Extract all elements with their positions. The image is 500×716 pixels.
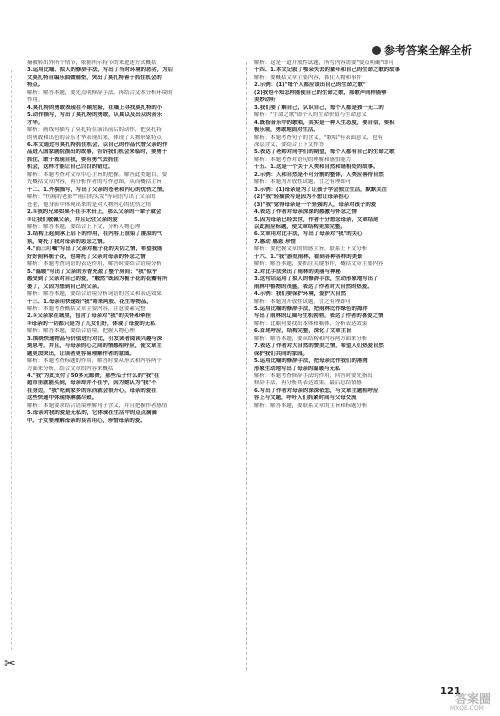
answer-line: 5.运用比喻的修辞手法，把母亲比作我们的港湾 xyxy=(254,358,368,365)
answer-line: 极乐观，勇敢地面对生活。 xyxy=(254,127,319,134)
answer-line: 解析：本题考查对语句的理解和感悟能力 xyxy=(254,156,352,163)
answer-line: 6.文章用对比手法，写出了母亲对"我"的关心 xyxy=(254,231,363,238)
answer-line: 3.示例：(1)母亲是为了让孩子学会独立生活，默默关注 xyxy=(254,186,388,193)
answer-line: 4."我"为此支付了50多元邮费，那些瓜子什么的"我"在 xyxy=(27,373,160,380)
answer-line: 解析：本题考查修辞手法的作用，回答时要先指出 xyxy=(254,373,373,380)
answer-line: 方面来分析，结合文章的内容来概括 xyxy=(27,365,114,372)
answer-line: 中。子女要理解母亲的良苦用心，珍惜母亲的爱。 xyxy=(27,417,146,424)
answer-line: 特点。 xyxy=(27,82,44,89)
answer-line: 解析：比喻句要找出本体和喻体，分析表达效果 xyxy=(254,320,368,327)
answer-line: 4.示例：我们要保护环境，爱护大自然 xyxy=(254,291,347,298)
bullet-icon xyxy=(372,46,381,55)
answer-line: 解析：解答本题，要结合上下文，分析人物心理 xyxy=(27,223,141,230)
answer-line: (2)我也不知怎样能使自己的生命之歌，那歌声同样能够 xyxy=(254,89,387,96)
answer-line: 机会，这样才能让自己白白的错过。 xyxy=(27,164,114,171)
answer-line: 深层含义，要结合上下文作答 xyxy=(254,141,325,148)
answer-line: 萎了，又因为想到自己的父亲。 xyxy=(27,283,103,290)
answer-line: 解析：解答本题，要结合语境，把握人物心理 xyxy=(27,328,135,335)
answer-line: (3)"我"觉得母亲是一个坚强的人，母亲对孩子的爱 xyxy=(254,201,377,208)
answer-line: 3.我们要了解自己，认识自己，每个人都是独一无二的 xyxy=(254,104,384,111)
header-title xyxy=(372,42,472,58)
answer-line: 解析：本题为开放性试题，言之有理即可 xyxy=(254,298,352,305)
answer-line: 4.莫扎特的勇敢表现在不顾危险，在墙上寻找莫扎特的小 xyxy=(27,104,163,111)
right-column xyxy=(254,60,476,410)
answer-line: 形象生动地写出了母亲的温暖与无私 xyxy=(254,365,341,372)
answer-line: 2.示例：人和自然是不可分割的整体，人类应善待自然 xyxy=(254,171,384,178)
answer-line: (2)"我"轻描淡写是因为不想让母亲担心 xyxy=(254,194,350,201)
answer-line: 4.既指音乐中的歌唱，其实是一种人生态度，要自信，要积 xyxy=(254,119,395,126)
answer-line: 6.本文通过写莫扎特抓住机会，以自己的作品代替父亲的作 xyxy=(27,141,168,148)
page-number: 121 xyxy=(440,686,461,697)
answer-line: 解析：本题考查句子的含义。"歌唱"有表面意义，也有 xyxy=(254,134,383,141)
left-column xyxy=(27,60,249,425)
answer-line: 2.对比手法突出了雨林的美丽与神秘 xyxy=(254,268,341,275)
answer-line: 6.写出了作者对母亲的深深依恋，与文章主题相呼应 xyxy=(254,387,379,394)
answer-line: 2.①父亲家在城里，包含了母亲对"我"的关怀和牵挂 xyxy=(27,313,151,320)
answer-line: 解析：这是一道开放性试题，所写内容需要"要点明确"即可 xyxy=(254,60,394,66)
answer-line: ②母亲的一切都只是为了儿女们好，体现了母爱的无私 xyxy=(27,320,156,327)
answer-line: 这些快递中体现得淋漓尽致。 xyxy=(27,395,98,402)
answer-line: 十六、1."我"游览雨林，看到各种各样的美景 xyxy=(254,253,363,260)
answer-line: 抓住，敢于表现自我，要有勇气去抓住 xyxy=(27,156,119,163)
answer-line: 修辞手法，再分析其表达效果，最后总结情感 xyxy=(254,380,362,387)
answer-line: 摘被转出外所个情节，依据所示特节的来进述方式概括 xyxy=(27,60,157,66)
answer-line: 解析：解答本题，要联系文章的主旨和标题分析 xyxy=(254,402,368,409)
answer-line: 解析：要把握文章的情感主旨，联系上下文分析 xyxy=(254,246,368,253)
answer-line: 2.①我的兄弟如果不在手术台上，那么父亲的一辈子就会 xyxy=(27,209,162,216)
answer-line: 解析：解答本题，要抓住关键事件，概括文章主要内容 xyxy=(254,261,384,268)
answer-line: 3.这句话运用了拟人的修辞手法，生动形象地写出了 xyxy=(254,276,379,283)
cut-line xyxy=(11,70,12,650)
answer-line: 苍老，他身影中体现出来的是对人物内心的优伤之情 xyxy=(27,201,151,208)
answer-line: 6.首尾呼应，结构完整，深化了文章主旨 xyxy=(254,328,352,335)
answer-line: 解析：解答本题，要先点明修辞手法，再结合文本分析环境的 xyxy=(27,89,173,96)
answer-line: 解析：解答本题，要从结构和内容两方面来分析 xyxy=(254,335,368,342)
answer-line: 解析：本题为开放性试题，言之有理即可 xyxy=(254,179,352,186)
answer-line: 才华。 xyxy=(27,119,44,126)
answer-line: 解析：要概括文章主要内容，抓住人物和事件 xyxy=(254,74,362,81)
answer-line: 解析："生命之歌"即个人的生命价值与生命意义 xyxy=(254,112,367,119)
answer-line: 美妙动听 xyxy=(254,97,276,104)
answer-line: 4.表达了作者对母亲深深的感激与怀念之情 xyxy=(254,209,357,216)
answer-line: 在身边，"我"吃到家乡的东西就会很开心，母亲的爱在 xyxy=(27,387,157,394)
answer-line: 十三、1.母亲用快递给"我"寄来阿胶、花生等物品。 xyxy=(27,298,152,305)
answer-line: 保护我们共同的家园。 xyxy=(254,350,308,357)
answer-line: 题更加突出，让读者更容易理解作者的意图。 xyxy=(27,350,135,357)
answer-line: 解析：本题要求结合语境理解句子含义，并且把握作者感情 xyxy=(27,402,168,409)
answer-line: 3.围绕快递物品与价值进行对比，引发读者阅读兴趣与深 xyxy=(27,335,163,342)
answer-line: 以此照应标题，使文章结构更加完整。 xyxy=(254,223,346,230)
answer-line: 5.动作描写，写出了莫扎特的勇敢，认真以及出众的音乐 xyxy=(27,112,163,119)
answer-line: 文莫扎特自编乐曲做铺垫，突出了莫扎特善于抓住机会的 xyxy=(27,74,162,81)
answer-line: 好好照料栀子花，也寄托了父亲对母亲的怀念之情 xyxy=(27,253,146,260)
answer-line: 先概括文章内容，再分析作者的写作意图，从而概括主旨 xyxy=(27,179,162,186)
answer-line: 7.表达了作者对大自然的赞美之情，希望人们热爱自然 xyxy=(254,343,384,350)
answer-line: 5.因为母亲已经去世，作者十分想念母亲，文章结尾 xyxy=(254,216,379,223)
answer-line: 3.运用比喻、拟人的修辞手法，写出了当时环境的恶劣，为后 xyxy=(27,67,173,74)
answer-line: ②让我们敬佩父亲，并且记住父亲的爱 xyxy=(27,216,118,223)
answer-line: 4."而三叮嘱"写出了父亲对栀子花的关切之情，希望我能 xyxy=(27,246,163,253)
answer-line: 感受到了父亲对自己的爱，"触然"既因为栀子花的花瓣有所 xyxy=(27,276,168,283)
answer-line: 超市里就能买到，母亲却并不在乎，因为她认为"我"不 xyxy=(27,380,157,387)
answer-line: 十五、1.这是一个关于人类和自然和谐相处的故事。 xyxy=(254,164,379,171)
watermark-logo: 答案圈 xyxy=(455,692,492,706)
watermark-url: MXQE.COM xyxy=(450,705,484,712)
answer-line: 十二、1.外貌描写，写出了父亲的苍老和内心的优伤之情。 xyxy=(27,186,168,193)
answer-line: 5.表达了老师对同学们的期望，每个人都有自己的生命之歌 xyxy=(254,149,395,156)
scissors-icon: ✂ xyxy=(4,656,16,672)
answer-line: 氛，寄托了我对母亲的思念之情。 xyxy=(27,238,108,245)
answer-line: 解析：本题考查词语的表达作用，解答时要结合语境分析 xyxy=(27,261,162,268)
answer-line: 作用。 xyxy=(27,97,44,104)
answer-line: 解析：画线句描写了莫扎特在演出前后的动作，把莫扎特 xyxy=(27,127,162,134)
header-title-text: 参考答案全解全析 xyxy=(384,44,472,57)
answer-line: 十四、1.本文记叙了鄂朵失去的童年和自己的生命之歌的故事 xyxy=(254,67,400,74)
answer-line: 解析：解答本题，要结合语境分析词语的含义和表达效果 xyxy=(27,291,162,298)
answer-line: 7.感动 感恩 珍惜 xyxy=(254,238,296,245)
answer-line: 解析：本题考查对文章中心主旨的把握。解答此类题目，要 xyxy=(27,171,168,178)
answer-line: 5.母亲对我的爱是无私的，它体现在生活中的点点滴滴 xyxy=(27,410,157,417)
answer-line: 解析：本题考查概括文章主要内容，注意要素完整 xyxy=(27,305,146,312)
answer-line: 雨林中植物的茂盛，表达了作者对大自然的热爱。 xyxy=(254,283,373,290)
answer-line: 2.示例：(1)"每个人都应该出自己的生命之歌" xyxy=(254,82,366,89)
answer-line: 5.运用比喻的修辞手法，把雨林比作绿色的海洋 xyxy=(254,305,368,312)
answer-line: 5."温暖"写出了父亲的芳香充盈了整个房间；"我"似乎 xyxy=(27,268,158,275)
answer-line: 刻思考，并且，与母亲的心之间的情感相呼应，使文章主 xyxy=(27,343,162,350)
answer-line: 品进入国家剧院演出的故事，告诉我们机会来临时，要勇于 xyxy=(27,149,168,156)
answer-line: 解析："伤痛的老影""雨白的头发"等词语写出了父亲的 xyxy=(27,194,156,201)
answer-line: 写出了雨林的辽阔与生机勃勃，表达了作者的喜爱之情 xyxy=(254,313,384,320)
answer-line: 容上与文题，呼吁人们抓紧时间与父母交流 xyxy=(254,395,357,402)
page-header xyxy=(0,0,500,62)
answer-line: 3.结构上起到承上启下的作用，在内容上渲染了凄凉的气 xyxy=(27,231,163,238)
answer-line: 的勇敢和出色的音乐才华表现出来，体现了人物形象特点 xyxy=(27,134,162,141)
answer-line: 解析：本题考查标题的作用，解答时要从形式和内容两个 xyxy=(27,358,162,365)
